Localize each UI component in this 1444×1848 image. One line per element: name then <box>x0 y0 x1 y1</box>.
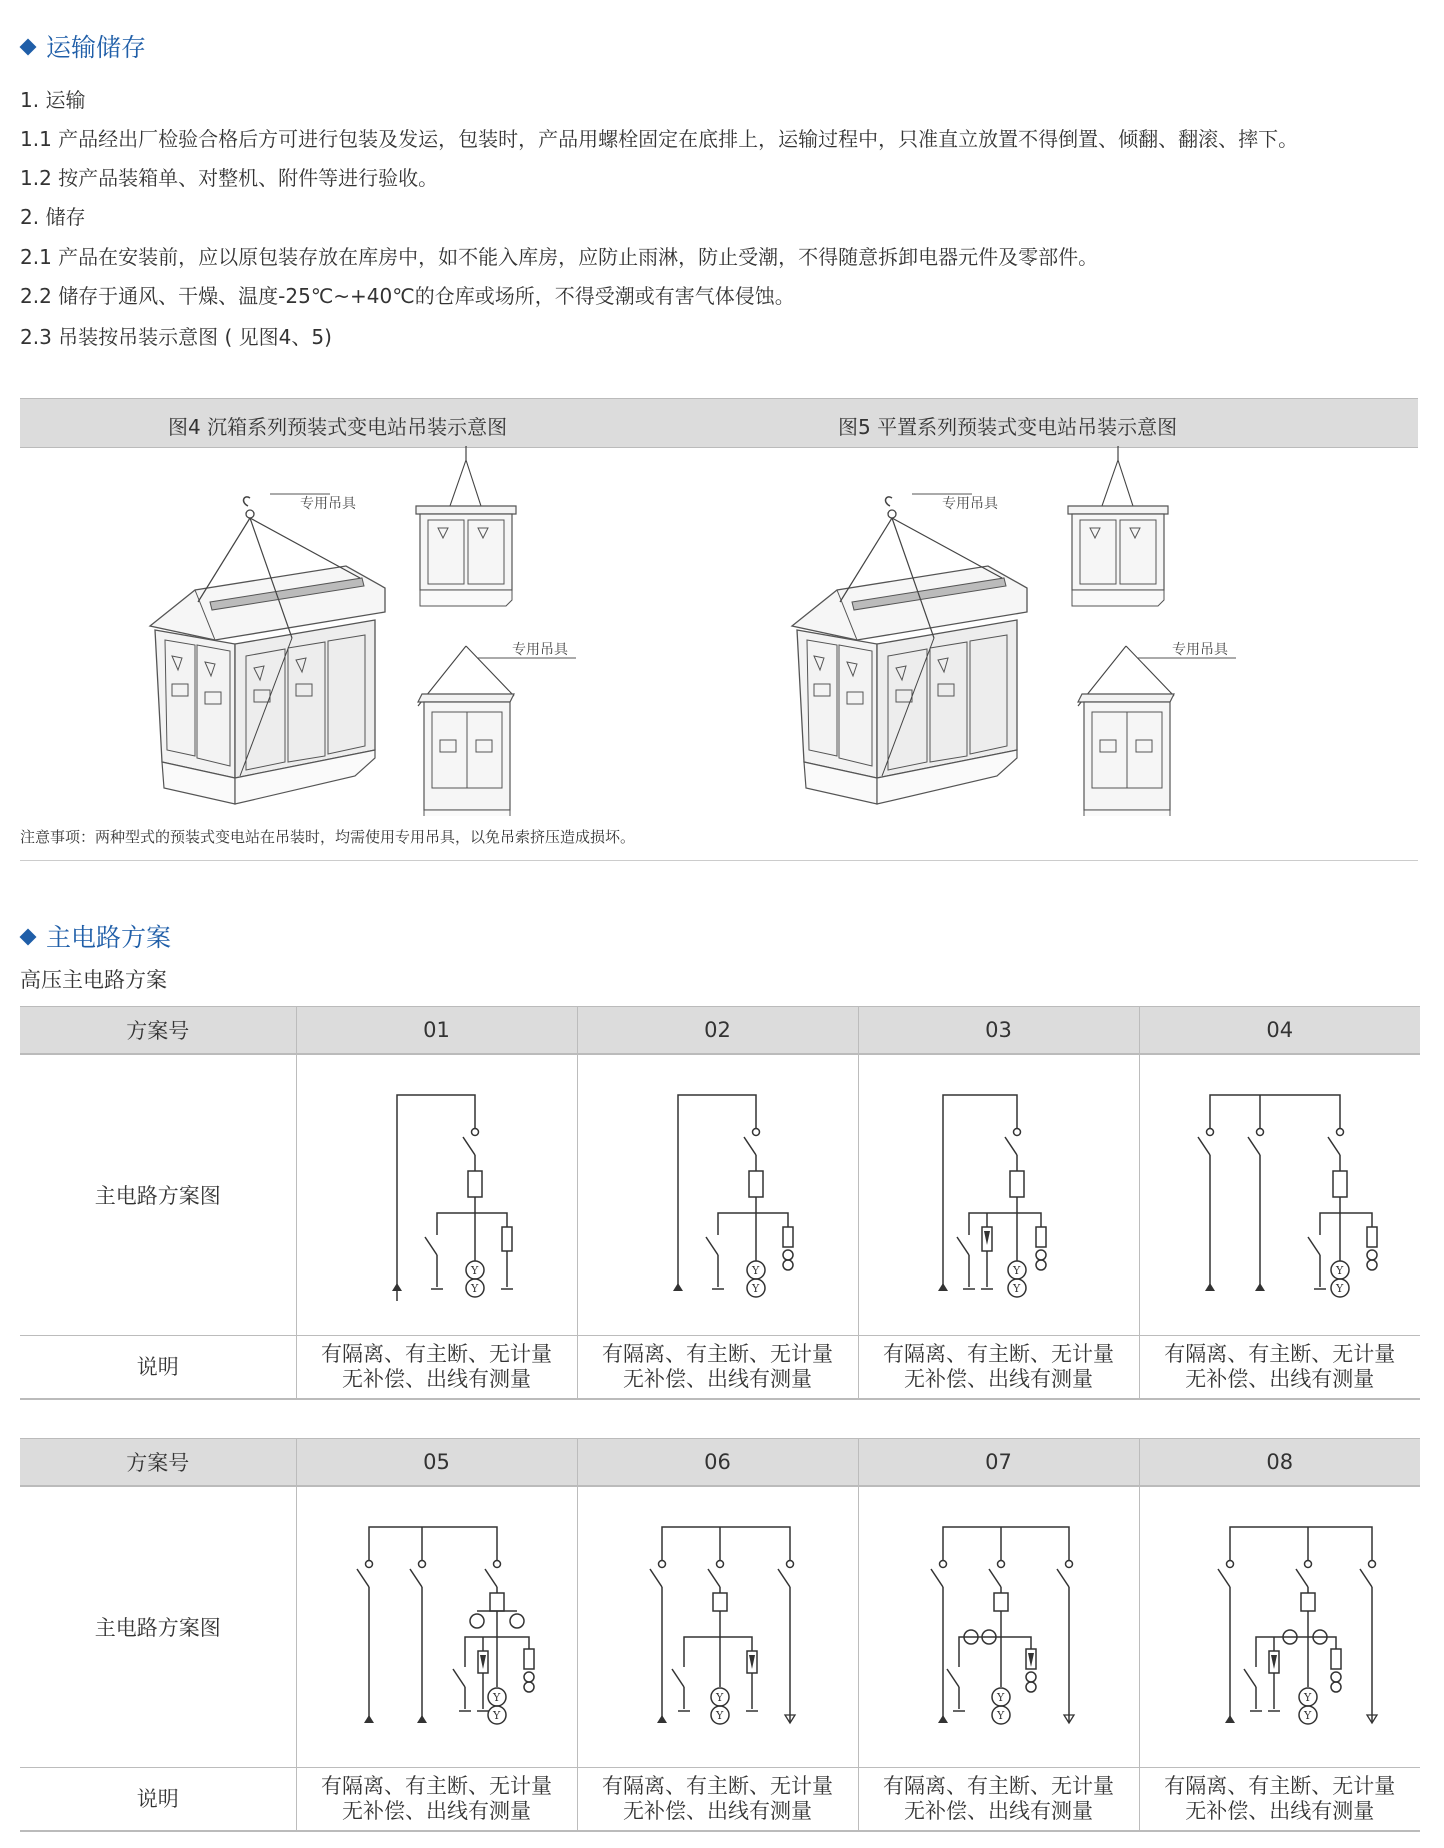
svg-text:Y: Y <box>996 1691 1004 1704</box>
diagram-label: 主电路方案图 <box>20 1054 296 1336</box>
scheme-description: 有隔离、有主断、无计量 无补偿、出线有测量 <box>577 1768 858 1832</box>
svg-text:Y: Y <box>492 1709 500 1722</box>
svg-text:Y: Y <box>751 1264 759 1277</box>
transport-line-3: 1.2 按产品装箱单、对整机、附件等进行验收。 <box>20 166 439 190</box>
diagram-label: 主电路方案图 <box>20 1486 296 1768</box>
fig4-lifting-label-2: 专用吊具 <box>512 642 568 658</box>
circuit-diagram-01 <box>296 1054 577 1336</box>
section-title-transport: 运输储存 <box>22 28 146 64</box>
fig4-lifting-label-1: 专用吊具 <box>300 496 356 512</box>
fig5-lifting-label-1: 专用吊具 <box>942 496 998 512</box>
svg-text:Y: Y <box>1012 1264 1020 1277</box>
scheme-description: 有隔离、有主断、无计量 无补偿、出线有测量 <box>858 1768 1139 1832</box>
circuit-diagram-svg <box>578 1055 859 1331</box>
description-label: 说明 <box>20 1768 296 1832</box>
circuit-diagram-03 <box>858 1054 1139 1336</box>
description-row <box>20 1768 1420 1832</box>
fig5-caption: 图5 平置系列预装式变电站吊装示意图 <box>838 415 1178 439</box>
svg-text:Y: Y <box>996 1709 1004 1722</box>
svg-text:Y: Y <box>492 1691 500 1704</box>
row-header-label: 方案号 <box>20 1439 296 1487</box>
svg-text:Y: Y <box>715 1709 723 1722</box>
circuit-diagram-svg <box>578 1487 859 1763</box>
divider <box>20 860 1418 861</box>
table-header-row <box>20 1439 1420 1487</box>
circuit-diagram-07 <box>858 1486 1139 1768</box>
transport-line-7: 2.3 吊装按吊装示意图 ( 见图4、5) <box>20 325 332 349</box>
circuit-diagram-svg <box>1140 1055 1421 1331</box>
svg-text:Y: Y <box>1335 1282 1343 1295</box>
circuit-subtitle: 高压主电路方案 <box>20 968 167 992</box>
scheme-table-2 <box>20 1438 1420 1832</box>
scheme-description: 有隔离、有主断、无计量 无补偿、出线有测量 <box>296 1768 577 1832</box>
circuit-diagram-08 <box>1139 1486 1420 1768</box>
scheme-description: 有隔离、有主断、无计量 无补偿、出线有测量 <box>1139 1768 1420 1832</box>
transport-line-4: 2. 储存 <box>20 205 86 229</box>
table-header-row <box>20 1007 1420 1055</box>
svg-text:Y: Y <box>1303 1709 1311 1722</box>
diamond-bullet-icon <box>20 929 37 946</box>
description-row <box>20 1336 1420 1400</box>
circuit-diagram-svg <box>297 1487 578 1763</box>
scheme-number: 06 <box>577 1439 858 1487</box>
diamond-bullet-icon <box>20 39 37 56</box>
scheme-number: 04 <box>1139 1007 1420 1055</box>
transport-line-6: 2.2 储存于通风、干燥、温度-25℃~+40℃的仓库或场所，不得受潮或有害气体侵蚀。 <box>20 284 795 308</box>
scheme-description: 有隔离、有主断、无计量 无补偿、出线有测量 <box>296 1336 577 1400</box>
circuit-diagram-svg <box>1140 1487 1421 1763</box>
scheme-number: 07 <box>858 1439 1139 1487</box>
circuit-diagram-svg <box>859 1055 1140 1331</box>
circuit-diagram-04 <box>1139 1054 1420 1336</box>
description-label: 说明 <box>20 1336 296 1400</box>
transport-line-5: 2.1 产品在安装前，应以原包装存放在库房中，如不能入库房，应防止雨淋，防止受潮，不得随意拆卸电器元件及零部件。 <box>20 245 1099 269</box>
circuit-diagram-02 <box>577 1054 858 1336</box>
svg-text:Y: Y <box>715 1691 723 1704</box>
transport-line-1: 1. 运输 <box>20 88 86 112</box>
lifting-illustrations <box>0 446 1444 816</box>
circuit-diagram-06 <box>577 1486 858 1768</box>
svg-text:Y: Y <box>1335 1264 1343 1277</box>
scheme-description: 有隔离、有主断、无计量 无补偿、出线有测量 <box>858 1336 1139 1400</box>
scheme-number: 03 <box>858 1007 1139 1055</box>
fig4-caption: 图4 沉箱系列预装式变电站吊装示意图 <box>168 415 508 439</box>
diagram-row <box>20 1486 1420 1768</box>
figure-header-bar <box>20 398 1418 448</box>
scheme-description: 有隔离、有主断、无计量 无补偿、出线有测量 <box>577 1336 858 1400</box>
svg-text:Y: Y <box>1012 1282 1020 1295</box>
svg-text:Y: Y <box>470 1282 478 1295</box>
scheme-number: 08 <box>1139 1439 1420 1487</box>
scheme-description: 有隔离、有主断、无计量 无补偿、出线有测量 <box>1139 1336 1420 1400</box>
circuit-diagram-05 <box>296 1486 577 1768</box>
svg-text:Y: Y <box>751 1282 759 1295</box>
transport-line-2: 1.1 产品经出厂检验合格后方可进行包装及发运，包装时，产品用螺栓固定在底排上，运输过程中，只准直立放置不得倒置、倾翻、翻滚、摔下。 <box>20 127 1299 151</box>
fig5-lifting-label-2: 专用吊具 <box>1172 642 1228 658</box>
scheme-table-1 <box>20 1006 1420 1400</box>
svg-text:Y: Y <box>1303 1691 1311 1704</box>
diagram-row <box>20 1054 1420 1336</box>
circuit-diagram-svg <box>859 1487 1140 1763</box>
circuit-diagram-svg <box>297 1055 578 1331</box>
scheme-number: 01 <box>296 1007 577 1055</box>
svg-text:Y: Y <box>470 1264 478 1277</box>
scheme-number: 05 <box>296 1439 577 1487</box>
scheme-number: 02 <box>577 1007 858 1055</box>
lifting-note: 注意事项：两种型式的预装式变电站在吊装时，均需使用专用吊具，以免吊索挤压造成损坏。 <box>20 828 636 846</box>
row-header-label: 方案号 <box>20 1007 296 1055</box>
section-title-circuit: 主电路方案 <box>22 918 171 954</box>
